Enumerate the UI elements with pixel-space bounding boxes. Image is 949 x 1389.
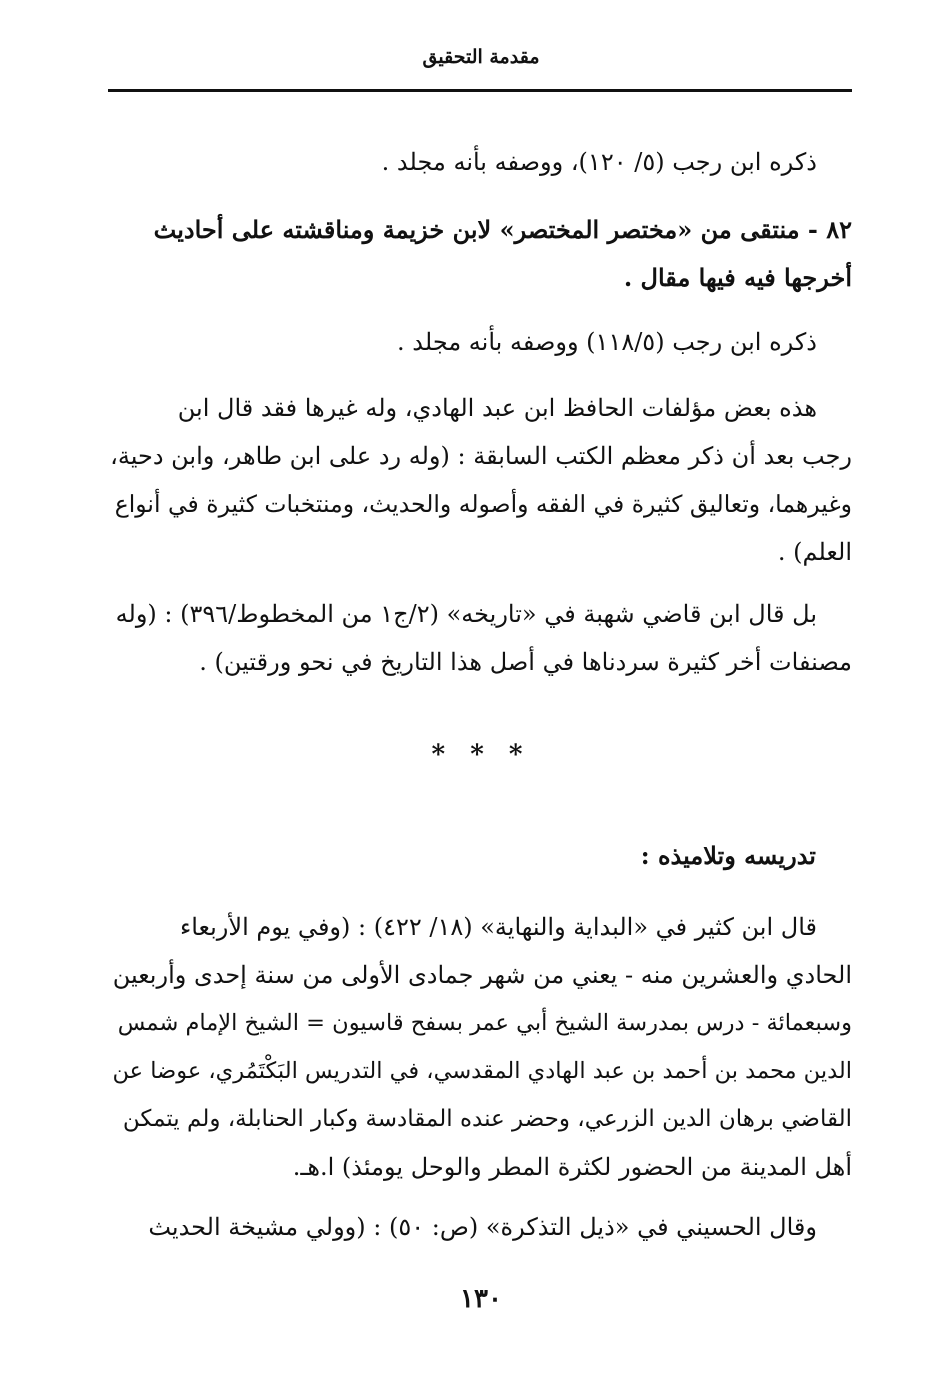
- text-line: مصنفات أخر كثيرة سردناها في أصل هذا التاريخ في نحو ورقتين) .: [199, 648, 852, 676]
- header-rule: [108, 89, 852, 92]
- paragraph-summary: [108, 384, 852, 576]
- text-line: أخرجها فيه فيها مقال .: [623, 263, 852, 292]
- text-line: وقال الحسيني في «ذيل التذكرة» (ص: ٥٠) : (وولي مشيخة الحديث: [148, 1213, 817, 1241]
- paragraph-ibn-qadi-shuhba: [108, 590, 852, 686]
- paragraph-entry-82: [108, 206, 852, 302]
- paragraph-ref-81: [108, 138, 852, 186]
- text-line: الحادي والعشرين منه - يعني من شهر جمادى الأولى من سنة إحدى وأربعين: [112, 961, 852, 989]
- page-number: ١٣٠: [460, 1284, 502, 1314]
- text-line: أهل المدينة من الحضور لكثرة المطر والوحل يومئذ) ا.هـ.: [292, 1153, 852, 1181]
- text-line: بل قال ابن قاضي شهبة في «تاريخه» (٢/ج١ من المخطوط/٣٩٦) : (وله: [115, 600, 817, 628]
- text-line: هذه بعض مؤلفات الحافظ ابن عبد الهادي، وله غيرها فقد قال ابن: [177, 394, 817, 422]
- text-line: قال ابن كثير في «البداية والنهاية» (١٨/ ٤٢٢) : (وفي يوم الأربعاء: [179, 913, 817, 941]
- section-heading: تدريسه وتلاميذه :: [640, 841, 816, 870]
- text-line: ذكره ابن رجب (٥/ ١٢٠)، ووصفه بأنه مجلد .: [381, 148, 817, 176]
- text-line: وسبعمائة - درس بمدرسة الشيخ أبي عمر بسفح قاسيون = الشيخ الإمام شمس: [117, 1010, 852, 1036]
- paragraph-husayni: [108, 1203, 852, 1251]
- running-header-title: مقدمة التحقيق: [422, 46, 540, 68]
- text-line: رجب بعد أن ذكر معظم الكتب السابقة : (وله رد على ابن طاهر، وابن دحية،: [110, 442, 852, 470]
- text-line: ذكره ابن رجب (١١٨/٥) ووصفه بأنه مجلد .: [397, 328, 817, 356]
- text-line: الدين محمد بن أحمد بن عبد الهادي المقدسي، في التدريس البَكْتَمُري، عوضا عن: [112, 1058, 852, 1084]
- text-line: القاضي برهان الدين الزرعي، وحضر عنده المقادسة وكبار الحنابلة، ولم يتمكن: [122, 1106, 852, 1132]
- text-line: العلم) .: [777, 538, 852, 566]
- section-separator: * * *: [431, 740, 531, 770]
- text-line: ٨٢ - منتقى من «مختصر المختصر» لابن خزيمة ومناقشته على أحاديث: [153, 215, 852, 244]
- text-line: وغيرهما، وتعاليق كثيرة في الفقه وأصوله والحديث، ومنتخبات كثيرة في أنواع: [114, 490, 852, 518]
- paragraph-ibn-kathir: [108, 903, 852, 1191]
- paragraph-ref-82: [108, 318, 852, 366]
